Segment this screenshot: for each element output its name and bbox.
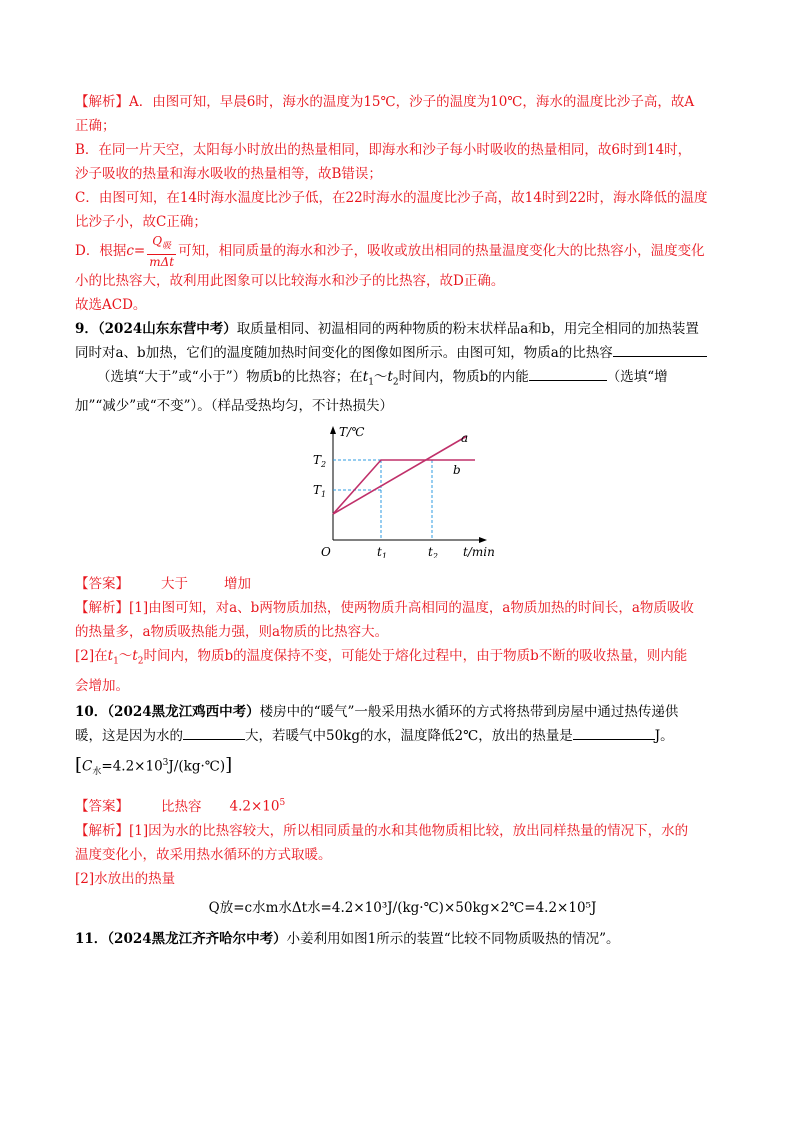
q9-analysis-1-cont: 的热量多，a物质吸热能力强，则a物质的比热容大。 xyxy=(75,624,389,641)
q10-answer: 【答案】 比热容 $4.2\times 10^5$ xyxy=(75,798,286,815)
q9-blank-1[interactable] xyxy=(613,342,707,357)
q10-blank-2[interactable] xyxy=(573,725,655,740)
T2-label: $T_2$ xyxy=(313,453,327,470)
analysis-d: D．根据c= $\frac{Q_吸}{\text{mΔt}}$ 可知，相同质量的海水和沙子，吸收或放出相同的热量温度变化大的比热容小，温度变化 xyxy=(75,234,705,269)
question-10 xyxy=(75,700,730,921)
q9-line2: 同时对a、b加热，它们的温度随加热时间变化的图像如图所示。由图可知，物质a的比热容 xyxy=(75,341,730,365)
line-b-label: b xyxy=(453,463,461,478)
graph-svg xyxy=(297,418,497,558)
origin-label: O xyxy=(321,545,331,559)
question-11 xyxy=(75,927,730,951)
q9-analysis-2-cont: 会增加。 xyxy=(75,678,129,695)
analysis-b: B．在同一片天空，太阳每小时放出的热量相同，即海水和沙子每小时吸收的热量相同，故6时到14时， xyxy=(75,142,692,158)
q10-given: $[C_水=4.2\times 10^3J/(kg\cdot℃)]$ xyxy=(75,754,233,778)
analysis-a: 【解析】A．由图可知，早晨6时，海水的温度为15℃，沙子的温度为10℃，海水的温度比沙子高，故A xyxy=(75,94,695,110)
q10-line2: 暖，这是因为水的 大，若暖气中50kg的水，温度降低2℃，放出的热量是 J。 xyxy=(75,724,730,748)
t1-tick-label: $t_1$ xyxy=(377,545,387,559)
analysis-c-cont: 比沙子小，故C正确； xyxy=(75,214,207,230)
q10-line1: 10．（2024黑龙江鸡西中考）楼房中的“暖气”一般采用热水循环的方式将热带到房屋中通过热传递供 xyxy=(75,704,679,721)
q9-line3: （选填“大于”或“小于”）物质b的比热容；在$t_1\sim t_2$时间内，物质b的内能 （选填“增 xyxy=(75,365,730,395)
q11-line1: 11．（2024黑龙江齐齐哈尔中考）小姜利用如图1所示的装置“比较不同物质吸热的情况”。 xyxy=(75,930,620,947)
question-9 xyxy=(75,317,730,698)
analysis-conclusion: 故选ACD。 xyxy=(75,296,147,313)
T1-label: $T_1$ xyxy=(313,483,327,500)
analysis-d-cont: 小的比热容大，故利用此图象可以比较海水和沙子的比热容，故D正确。 xyxy=(75,272,505,289)
q8-analysis xyxy=(75,90,730,317)
analysis-c: C．由图可知，在14时海水温度比沙子低，在22时海水的温度比沙子高，故14时到22时，海水降低的温度 xyxy=(75,190,708,206)
q10-analysis-2: [2]水放出的热量 xyxy=(75,870,176,887)
q9-answer: 【答案】 大于 增加 xyxy=(75,576,251,593)
q10-heat-formula: Q放=c水m水Δt水=4.2×10³J/(kg·℃)×50kg×2℃=4.2×10⁵J xyxy=(208,899,597,916)
t2-tick-label: $t_2$ xyxy=(428,545,438,559)
x-axis-label: t/min xyxy=(463,545,495,559)
q9-analysis-2: [2]在$t_1\sim t_2$时间内，物质b的温度保持不变，可能处于熔化过程中，由于物质b不断的吸收热量，则内能 xyxy=(75,648,688,668)
analysis-a-cont: 正确； xyxy=(75,118,116,134)
line-a xyxy=(333,436,467,514)
q9-blank-2[interactable] xyxy=(529,366,607,381)
page-content xyxy=(75,90,730,951)
y-axis-arrow xyxy=(330,426,336,434)
specific-heat-fraction: $\frac{Q_吸}{\text{mΔt}}$ xyxy=(149,234,175,269)
q9-line4: 加”“减少”或“不变”）。（样品受热均匀，不计热损失） xyxy=(75,398,394,415)
q9-analysis-1: 【解析】[1]由图可知，对a、b两物质加热，使两物质升高相同的温度，a物质加热的时间长，a物质吸收 xyxy=(75,600,694,617)
q10-blank-1[interactable] xyxy=(183,725,245,740)
line-a-label: a xyxy=(461,431,469,446)
y-axis-label: T/℃ xyxy=(339,425,365,440)
q9-line1: 9．（2024山东东营中考）取质量相同、初温相同的两种物质的粉末状样品a和b，用完全相同的加热装置 xyxy=(75,320,699,337)
q10-analysis-1: 【解析】[1]因为水的比热容较大，所以相同质量的水和其他物质相比较，放出同样热量的情况下，水的 xyxy=(75,822,689,839)
temperature-time-graph xyxy=(75,418,730,568)
x-axis-arrow xyxy=(479,537,487,543)
analysis-b-cont: 沙子吸收的热量和海水吸收的热量相等，故B错误； xyxy=(75,166,382,182)
q10-analysis-1-cont: 温度变化小，故采用热水循环的方式取暖。 xyxy=(75,846,332,863)
